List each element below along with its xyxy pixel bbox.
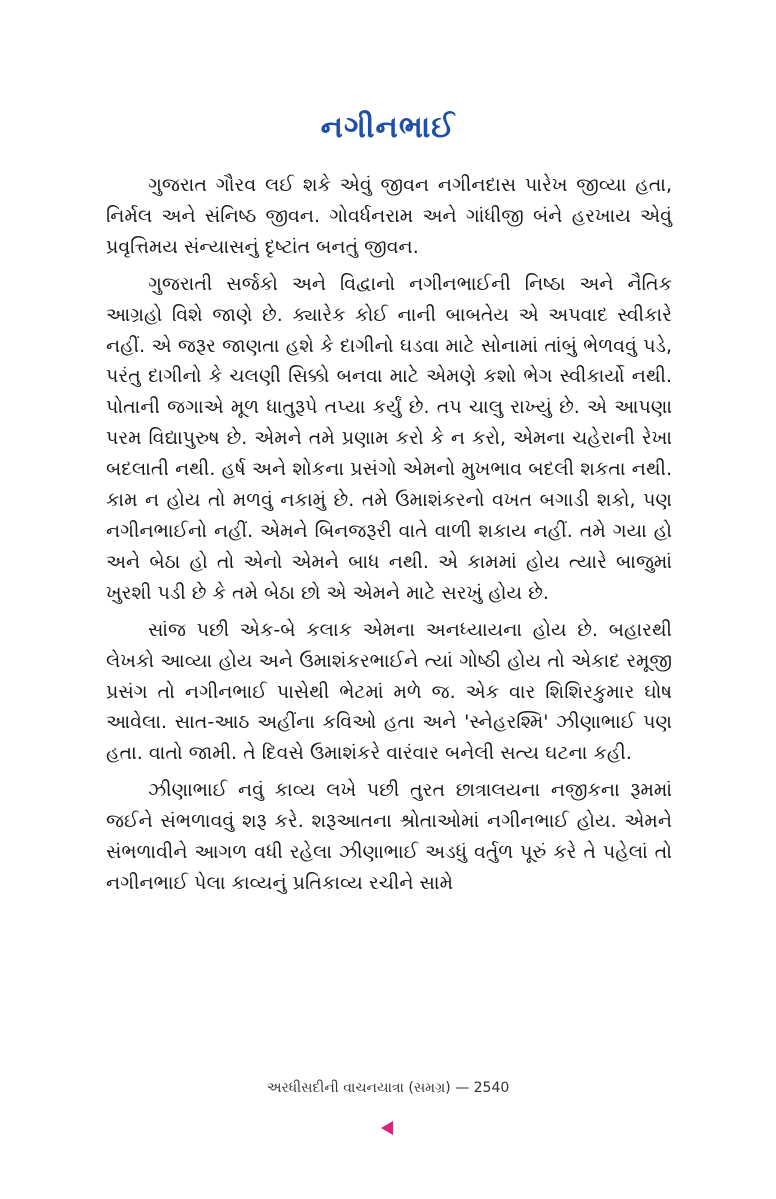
page-title: નગીનભાઈ: [320, 110, 456, 145]
page-footer: અરધીસદીની વાચનયાત્રા (સમગ્ર) — 2540: [266, 1080, 510, 1096]
paragraph: ગુજરાત ગૌરવ લઈ શકે એવું જીવન નગીનદાસ પારેખ જીવ્યા હતા, નિર્મલ અને સંનિષ્ઠ જીવન. ગોવર્ધનરામ અને ગાંધીજી બંને હરખાય એવું પ્રવૃત્તિમય સંન્યાસનું દૃષ્ટાંત બનતું જીવન.: [106, 174, 672, 258]
article-body: [106, 170, 672, 905]
previous-page-arrow-icon[interactable]: [381, 1121, 393, 1135]
paragraph: ઝીણાભાઈ નવું કાવ્ય લખે પછી તુરત છાત્રાલયના નજીકના રૂમમાં જઈને સંભળાવવું શરૂ કરે. શરૂઆતના શ્રોતાઓમાં નગીનભાઈ હોય. એમને સંભળાવીને આગળ વધી રહેલા ઝીણાભાઈ અડધું વર્તુળ પૂરું કરે તે પહેલાં તો નગીનભાઈ પેલા કાવ્યનું પ્રતિકાવ્ય રચીને સામે: [106, 779, 672, 894]
paragraph: ગુજરાતી સર્જકો અને વિદ્વાનો નગીનભાઈની નિષ્ઠા અને નૈતિક આગ્રહો વિશે જાણે છે. ક્યારેક કોઈ નાની બાબતેય એ અપવાદ સ્વીકારે નહીં. એ જરૂર જાણતા હશે કે દાગીનો ઘડવા માટે સોનામાં તાંબું ભેળવવું પડે, પરંતુ દાગીનો કે ચલણી સિક્કો બનવા માટે એમણે કશો ભેગ સ્વીકાર્યો નથી. પોતાની જગાએ મૂળ ધાતુરૂપે તપ્યા કર્યું છે. તપ ચાલુ રાખ્યું છે. એ આપણા પરમ વિદ્યાપુરુષ છે. એમને તમે પ્રણામ કરો કે ન કરો, એમના ચહેરાની રેખા બદલાતી નથી. હર્ષ અને શોકના પ્રસંગો એમનો મુખભાવ બદલી શકતા નથી. કામ ન હોય તો મળવું નકામું છે. તમે ઉમાશંકરનો વખત બગાડી શકો, પણ નગીનભાઈનો નહીં. એમને બિનજરૂરી વાતે વાળી શકાય નહીં. તમે ગયા હો અને બેઠા હો તો એનો એમને બાધ નથી. એ કામમાં હોય ત્યારે બાજુમાં ખુરશી પડી છે કે તમે બેઠા છો એ એમને માટે સરખું હોય છે.: [106, 272, 672, 604]
paragraph: સાંજ પછી એક-બે કલાક એમના અનધ્યાયના હોય છે. બહારથી લેખકો આવ્યા હોય અને ઉમાશંકરભાઈને ત્યાં ગોષ્ઠી હોય તો એકાદ રમૂજી પ્રસંગ તો નગીનભાઈ પાસેથી ભેટમાં મળે જ. એક વાર શિશિરકુમાર ઘોષ આવેલા. સાત-આઠ અહીંના કવિઓ હતા અને 'સ્નેહરશ્મિ' ઝીણાભાઈ પણ હતા. વાતો જામી. તે દિવસે ઉમાશંકરે વારંવાર બનેલી સત્ય ઘટના કહી.: [106, 618, 672, 765]
